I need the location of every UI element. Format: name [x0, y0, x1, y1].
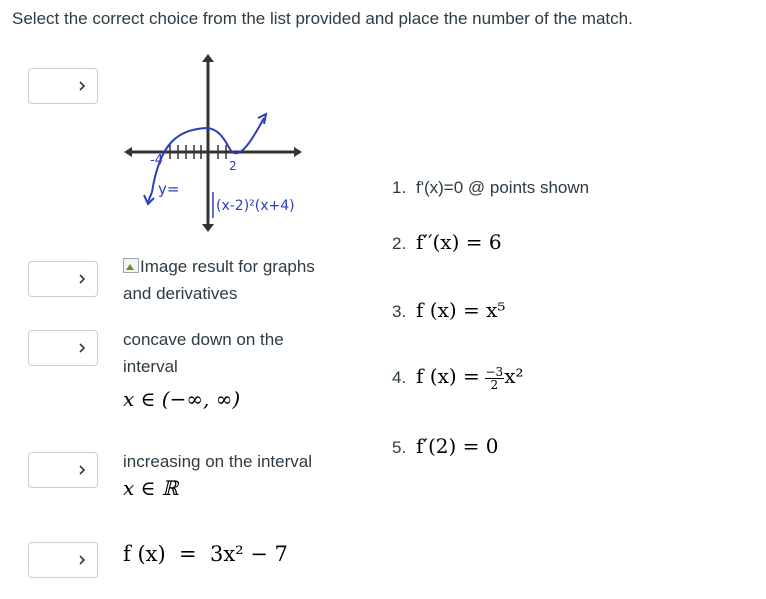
broken-image-icon — [123, 258, 139, 273]
chevron-down-icon — [76, 273, 88, 285]
graph-equation: (x-2)²(x+4) — [216, 198, 295, 214]
option-math: f′(2) = 0 — [416, 434, 499, 458]
x-intercept-neg4-label: -4 — [150, 153, 163, 168]
option-math: f′′(x) = 6 — [416, 230, 502, 254]
option-text: f'(x)=0 @ points shown — [416, 178, 590, 197]
chevron-down-icon — [76, 80, 88, 92]
option-number: 4. — [392, 368, 407, 387]
prompt-function — [123, 541, 288, 568]
option-4 — [392, 364, 524, 391]
fraction-denominator: 2 — [490, 378, 499, 393]
option-5 — [392, 434, 498, 458]
prompt-concave-down — [123, 326, 333, 413]
option-1 — [392, 178, 589, 198]
option-fraction — [485, 366, 505, 391]
instructions-text: Select the correct choice from the list provided and place the number of the match. — [12, 9, 633, 28]
option-number: 1. — [392, 178, 407, 197]
option-number: 5. — [392, 438, 407, 457]
option-number: 2. — [392, 234, 407, 253]
match-select-4[interactable] — [28, 452, 98, 488]
option-math-right: x² — [504, 364, 524, 388]
prompt-math: x ∈ (−∞, ∞) — [123, 387, 241, 411]
match-select-2[interactable] — [28, 261, 98, 297]
image-alt-text: Image result for graphs and derivatives — [123, 257, 315, 303]
prompt-text: concave down on the interval — [123, 330, 284, 376]
x-intercept-2-label: 2 — [229, 159, 237, 173]
chevron-down-icon — [76, 464, 88, 476]
prompt-math: f (x) = 3x² − 7 — [123, 542, 288, 566]
chevron-down-icon — [76, 554, 88, 566]
match-select-5[interactable] — [28, 542, 98, 578]
prompt-math: x ∈ ℝ — [123, 476, 179, 500]
fraction-numerator: −3 — [485, 365, 504, 380]
option-math: f (x) = x⁵ — [416, 298, 506, 322]
prompt-increasing — [123, 448, 353, 502]
match-select-3[interactable] — [28, 330, 98, 366]
hand-drawn-graph — [118, 52, 338, 237]
match-select-1[interactable] — [28, 68, 98, 104]
prompt-text: increasing on the interval — [123, 452, 313, 471]
option-number: 3. — [392, 302, 407, 321]
broken-image-alt — [123, 253, 343, 307]
option-math-left: f (x) = — [416, 364, 480, 388]
option-3 — [392, 298, 505, 322]
option-2 — [392, 230, 502, 254]
chevron-down-icon — [76, 342, 88, 354]
equation-prefix: y= — [158, 180, 180, 198]
